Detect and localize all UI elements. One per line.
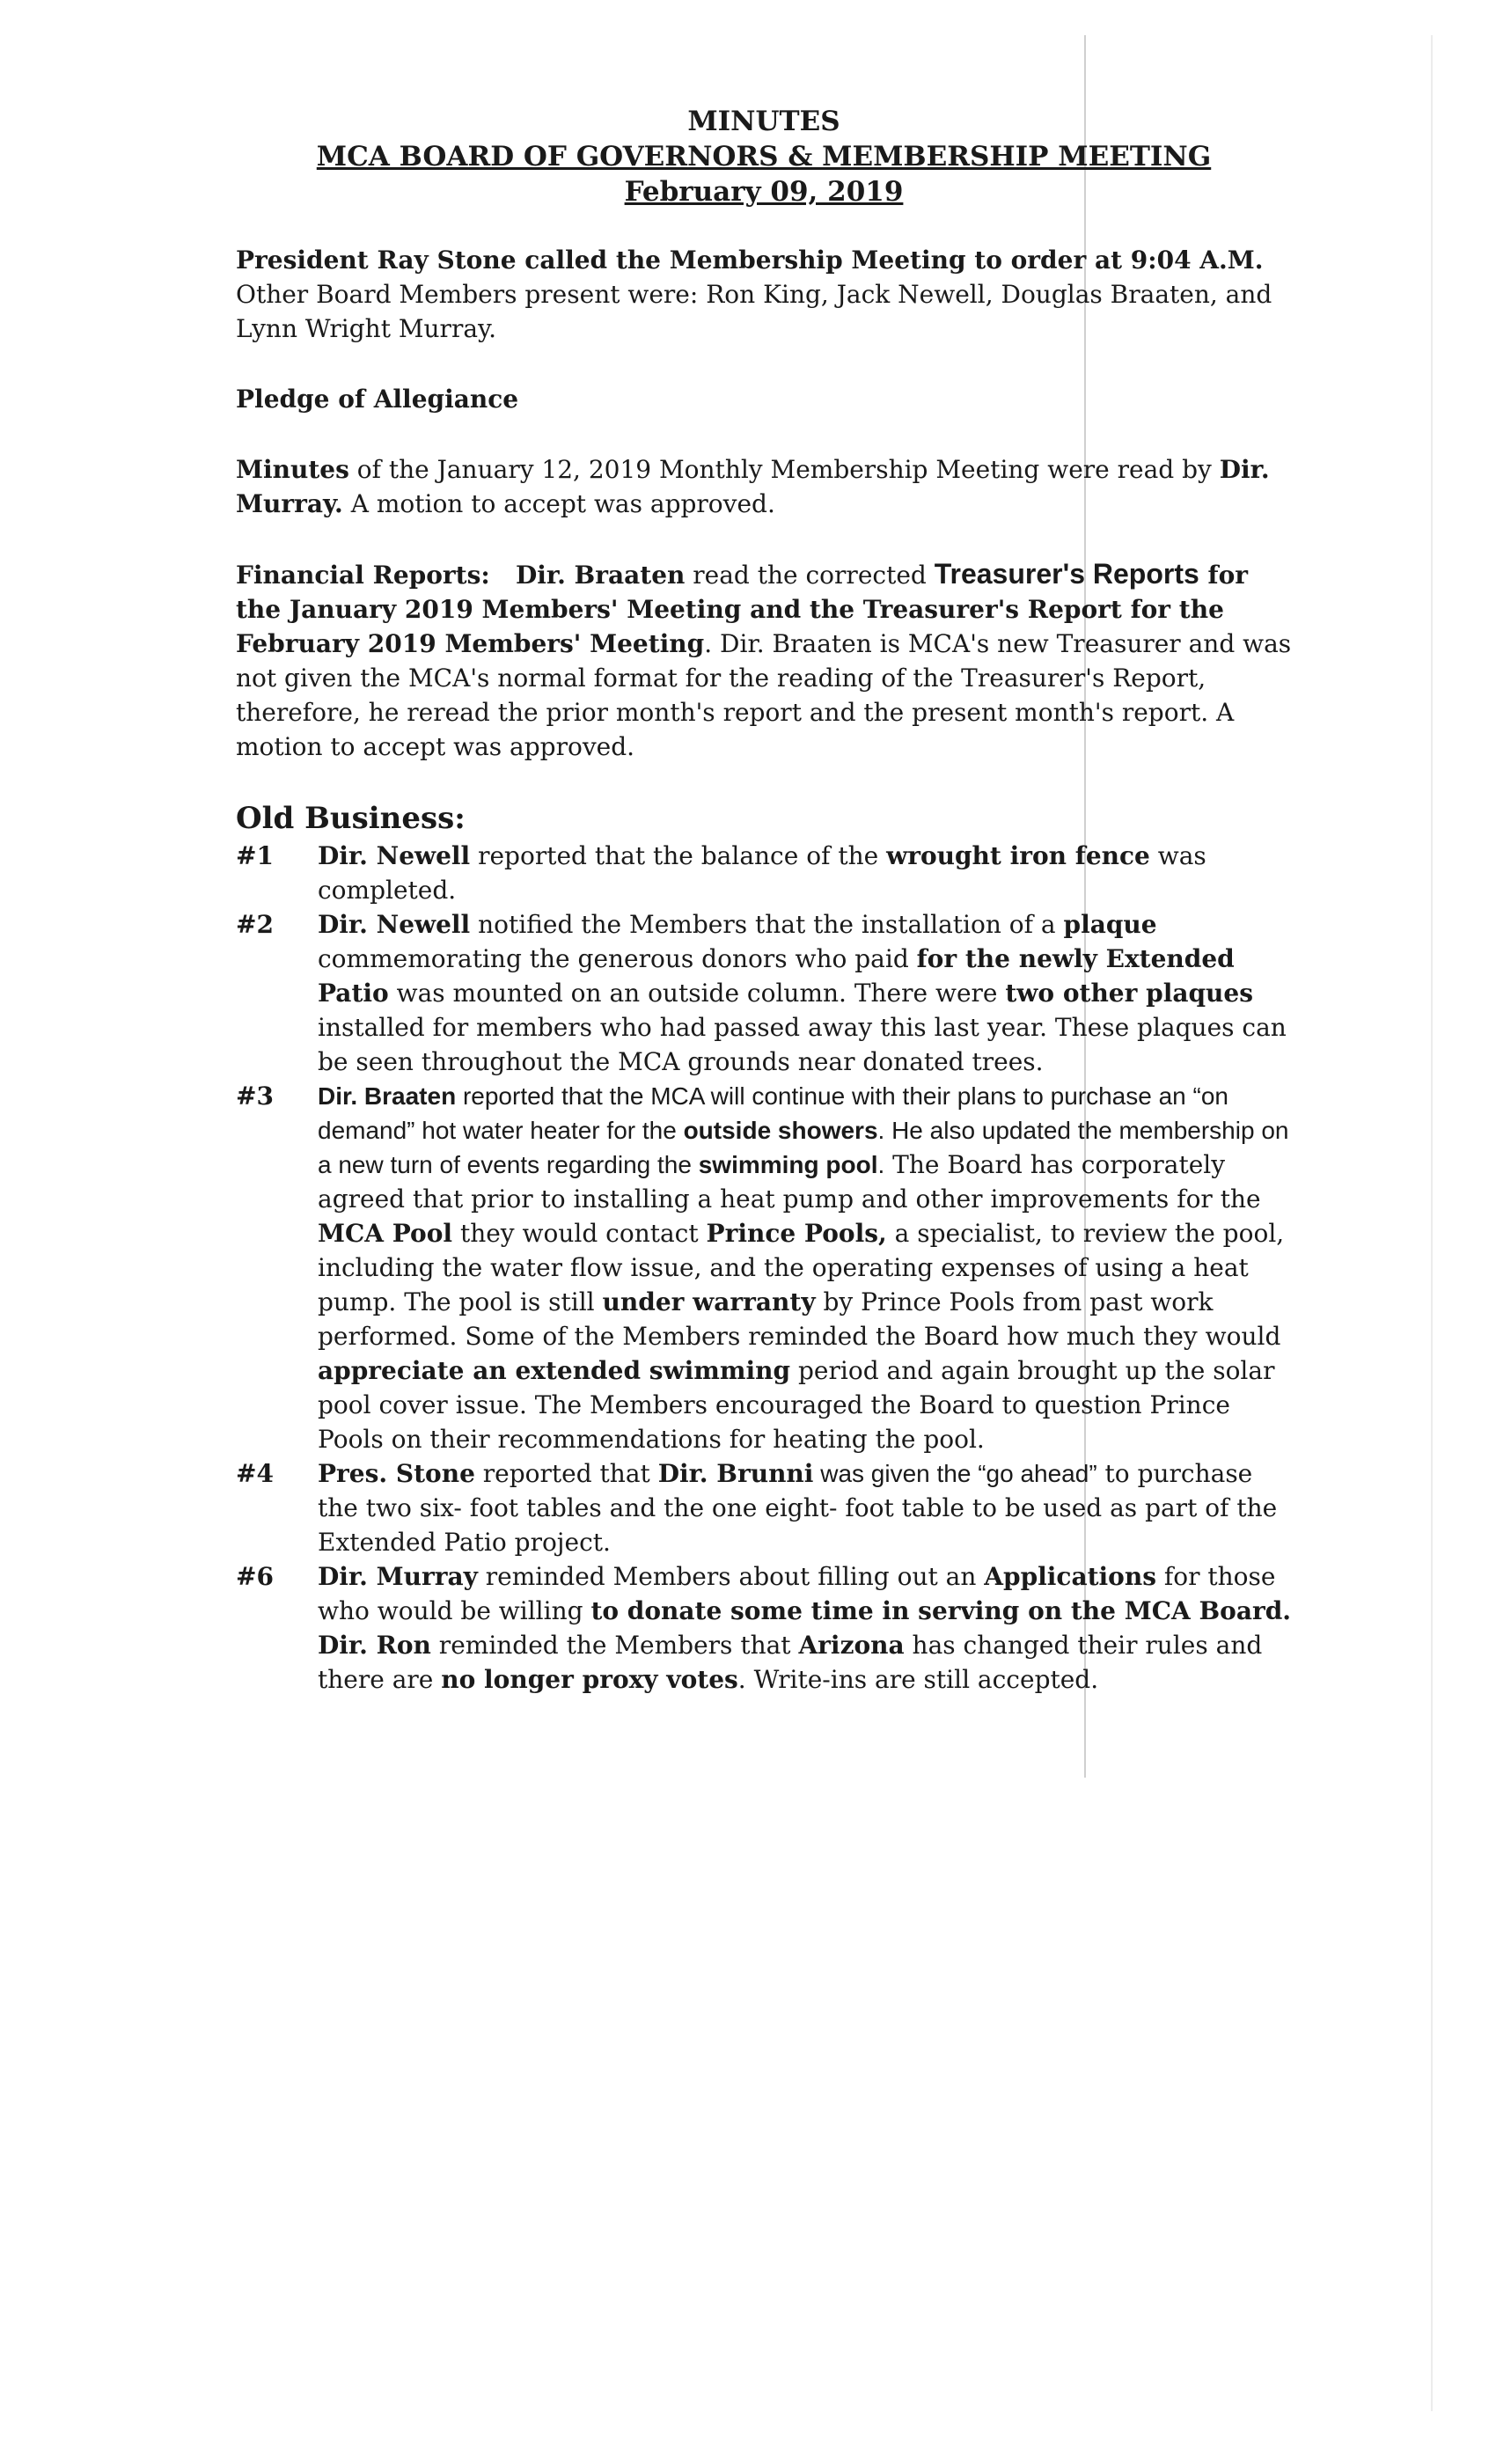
item-highlight: swimming pool	[698, 1151, 878, 1178]
old-business-item	[236, 839, 1292, 907]
financial-text-detail: . Dir. Braaten is MCA's new Treasurer and was not given the MCA's normal format for the reading of the Treasurer's Report, therefore, he reread the prior month's report and the present month's report. A motion to accept was approved.	[236, 629, 1292, 761]
financial-paragraph	[236, 557, 1292, 764]
item-number: #2	[236, 910, 274, 939]
item-text-run: for those who would be willing	[318, 1562, 1276, 1625]
item-text-run: has changed their rules and there are	[318, 1631, 1263, 1694]
item-text	[318, 1559, 1292, 1697]
document-header	[236, 104, 1292, 209]
item-text-run: The Board has corporately agreed that prior to installing a heat pump and other improvements for the	[318, 1150, 1261, 1214]
item-text-run: by Prince Pools from past work performed. Some of the Members reminded the Board how much they would	[318, 1287, 1281, 1351]
pledge-heading: Pledge of Allegiance	[236, 385, 519, 414]
item-text-run: was completed.	[318, 841, 1206, 905]
item-text-run: to purchase the two six- foot tables and the one eight- foot table to be used as part of the Extended Patio project.	[318, 1459, 1278, 1557]
item-highlight: MCA Pool	[318, 1219, 453, 1248]
item-number: #4	[236, 1459, 274, 1488]
financial-reports-months: for the January 2019 Members' Meeting and the Treasurer's Report for the February 2019 Members' Meeting	[236, 561, 1249, 658]
minutes-text: of the January 12, 2019 Monthly Membership Meeting were read by	[348, 455, 1220, 484]
item-number: #1	[236, 841, 274, 870]
old-business-item	[236, 907, 1292, 1079]
item-text-run: . He also updated the membership on a new turn of events regarding the	[318, 1117, 1289, 1178]
old-business-item	[236, 1456, 1292, 1559]
item-highlight: no longer proxy votes	[441, 1665, 738, 1694]
item-highlight: to donate some time in serving on the MCA Board.	[590, 1596, 1292, 1625]
item-text-run: reported that the MCA will continue with their plans to purchase an “on demand” hot water heater for the	[318, 1082, 1228, 1144]
item-speaker: Dir. Newell	[318, 910, 471, 939]
item-speaker: Pres. Stone	[318, 1459, 475, 1488]
old-business-item	[236, 1079, 1292, 1456]
item-number: #6	[236, 1562, 274, 1591]
item-highlight: Arizona	[798, 1631, 905, 1660]
item-highlight: two other plaques	[1005, 979, 1253, 1008]
item-number: #3	[236, 1082, 274, 1111]
item-text	[318, 1456, 1292, 1559]
scan-artifact-line	[1431, 35, 1433, 2411]
header-meeting-name: MCA BOARD OF GOVERNORS & MEMBERSHIP MEETING	[316, 141, 1212, 172]
item-highlight: Applications	[984, 1562, 1156, 1591]
item-text-run: they would contact	[452, 1219, 707, 1248]
minutes-label: Minutes	[236, 455, 349, 484]
minutes-paragraph	[236, 452, 1292, 521]
item-speaker: Dir. Newell	[318, 841, 471, 870]
item-text-run: reported that	[474, 1459, 658, 1488]
item-text	[318, 839, 1292, 907]
call-to-order-paragraph	[236, 243, 1292, 346]
item-highlight: Prince Pools,	[706, 1219, 887, 1248]
item-text-run: period and again brought up the solar pool cover issue. The Members encouraged the Board to question Prince Pools on their recommendations for heating the pool.	[318, 1356, 1275, 1454]
document-page	[236, 104, 1292, 1697]
item-text-run: notified the Members that the installation of a	[470, 910, 1064, 939]
item-text-run: reported that the balance of the	[470, 841, 887, 870]
item-highlight: wrought iron fence	[886, 841, 1150, 870]
financial-label: Financial Reports:	[236, 561, 490, 590]
item-highlight: outside showers	[683, 1117, 878, 1144]
item-speaker: Dir. Braaten	[318, 1082, 457, 1110]
item-text-run: was given the “go ahead”	[813, 1460, 1097, 1487]
header-title: MINUTES	[687, 106, 840, 137]
item-highlight: appreciate an extended swimming	[318, 1356, 791, 1385]
financial-reports-title: Treasurer's Reports	[934, 558, 1199, 590]
minutes-motion: A motion to accept was approved.	[342, 489, 775, 518]
financial-text: read the corrected	[685, 561, 935, 590]
old-business-item	[236, 1559, 1292, 1697]
item-text-run: was mounted on an outside column. There were	[388, 979, 1006, 1008]
item-text-run: a specialist, to review the pool, including the water flow issue, and the operating expenses of using a heat pump. The pool is still	[318, 1219, 1285, 1316]
item-text-run: . Write-ins are still accepted.	[737, 1665, 1099, 1694]
item-text-run: installed for members who had passed away this last year. These plaques can be seen throughout the MCA grounds near donated trees.	[318, 1013, 1287, 1076]
item-highlight: under warranty	[602, 1287, 816, 1316]
item-text-run: commemorating the generous donors who paid	[318, 944, 917, 973]
item-highlight: for the newly Extended Patio	[318, 944, 1235, 1008]
financial-reader: Dir. Braaten	[489, 561, 686, 590]
item-highlight: Dir. Brunni	[657, 1459, 814, 1488]
item-text-run: reminded the Members that	[430, 1631, 799, 1660]
header-date: February 09, 2019	[624, 176, 904, 208]
call-to-order-bold: President Ray Stone called the Membership Meeting to order at 9:04 A.M.	[236, 246, 1264, 275]
item-text-run: reminded Members about filling out an	[477, 1562, 985, 1591]
item-text-run: .	[877, 1151, 885, 1178]
item-speaker: Dir. Ron	[318, 1631, 431, 1660]
item-text	[318, 1079, 1292, 1456]
item-highlight: plaque	[1063, 910, 1157, 939]
item-text	[318, 907, 1292, 1079]
call-to-order-text: Other Board Members present were: Ron King, Jack Newell, Douglas Braaten, and Lynn Wright Murray.	[236, 280, 1272, 343]
old-business-heading: Old Business:	[236, 801, 466, 836]
item-speaker: Dir. Murray	[318, 1562, 478, 1591]
minutes-reader: Dir. Murray.	[236, 455, 1270, 518]
